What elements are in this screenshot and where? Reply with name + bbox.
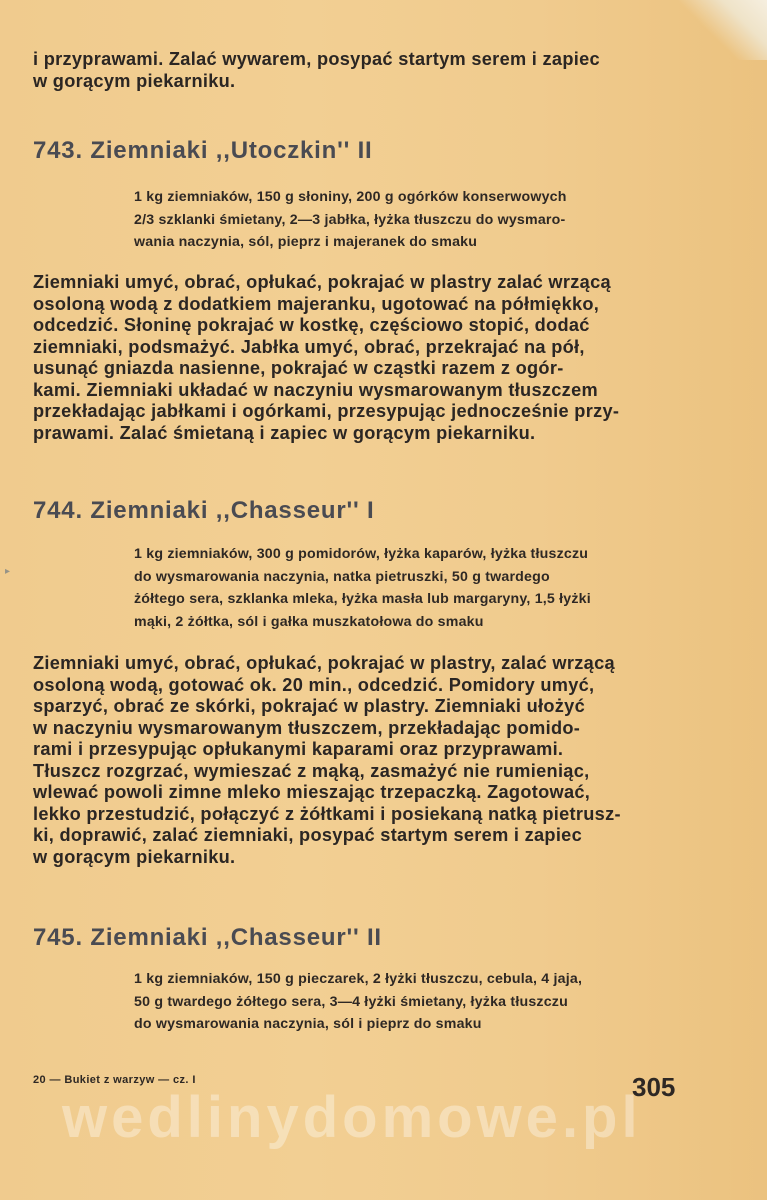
recipe-743-instructions bbox=[33, 272, 681, 444]
text-line: osoloną wodą z dodatkiem majeranku, ugotować na półmiękko, bbox=[33, 293, 600, 314]
text-line: 50 g twardego żółtego sera, 3—4 łyżki śmietany, łyżka tłuszczu bbox=[134, 993, 568, 1010]
text-line: rami i przesypując opłukanymi kaparami oraz przyprawami. bbox=[33, 739, 564, 759]
text-line: ziemniaki, podsmażyć. Jabłka umyć, obrać, przekrajać na pół, bbox=[33, 336, 585, 357]
text-line: kami. Ziemniaki układać w naczyniu wysmarowanym tłuszczem bbox=[33, 379, 598, 400]
text-line: mąki, 2 żółtka, sól i gałka muszkatołowa do smaku bbox=[134, 613, 484, 630]
text-line: 1 kg ziemniaków, 150 g słoniny, 200 g ogórków konserwowych bbox=[134, 189, 567, 205]
text-line: wlewać powoli zimne mleko mieszając trzepaczką. Zagotować, bbox=[33, 782, 591, 802]
recipe-744-ingredients bbox=[134, 543, 680, 633]
folded-corner bbox=[677, 0, 767, 60]
recipe-745-title: 745. Ziemniaki ,,Chasseur'' II bbox=[33, 924, 382, 951]
text-line: usunąć gniazda nasienne, pokrajać w cząstki razem z ogór- bbox=[33, 358, 564, 378]
text-line: prawami. Zalać śmietaną i zapiec w gorącym piekarniku. bbox=[33, 422, 536, 443]
recipe-745-ingredients bbox=[134, 968, 680, 1036]
recipe-744-title: 744. Ziemniaki ,,Chasseur'' I bbox=[33, 497, 375, 524]
text-line: i przyprawami. Zalać wywarem, posypać startym serem i zapiec bbox=[33, 49, 600, 69]
text-line: Ziemniaki umyć, obrać, opłukać, pokrajać w plastry zalać wrzącą bbox=[33, 272, 611, 292]
text-line: do wysmarowania naczynia, sól i pieprz do smaku bbox=[134, 1016, 482, 1032]
text-line: żółtego sera, szklanka mleka, łyżka masła lub margaryny, 1,5 łyżki bbox=[134, 591, 591, 607]
text-line: w gorącym piekarniku. bbox=[33, 846, 236, 867]
text-line: 1 kg ziemniaków, 150 g pieczarek, 2 łyżki tłuszczu, cebula, 4 jaja, bbox=[134, 971, 583, 987]
printer-signature: 20 — Bukiet z warzyw — cz. I bbox=[33, 1074, 196, 1086]
page-number: 305 bbox=[632, 1072, 676, 1102]
recipe-743-title: 743. Ziemniaki ,,Utoczkin'' II bbox=[33, 137, 373, 164]
recipe-744-instructions bbox=[33, 653, 681, 868]
text-line: w naczyniu wysmarowanym tłuszczem, przekładając pomido- bbox=[33, 717, 581, 738]
intro-paragraph bbox=[33, 49, 681, 92]
text-line: osoloną wodą, gotować ok. 20 min., odcedzić. Pomidory umyć, bbox=[33, 674, 595, 695]
watermark: wedlinydomowe.pl bbox=[62, 1085, 642, 1150]
margin-mark: ▸ bbox=[5, 566, 11, 577]
text-line: Ziemniaki umyć, obrać, opłukać, pokrajać w plastry, zalać wrzącą bbox=[33, 653, 615, 673]
text-line: w gorącym piekarniku. bbox=[33, 70, 236, 91]
text-line: do wysmarowania naczynia, natka pietruszki, 50 g twardego bbox=[134, 568, 550, 585]
recipe-743-ingredients bbox=[134, 186, 680, 254]
text-line: sparzyć, obrać ze skórki, pokrajać w plastry. Ziemniaki ułożyć bbox=[33, 696, 585, 716]
text-line: wania naczynia, sól, pieprz i majeranek do smaku bbox=[134, 234, 478, 250]
text-line: 1 kg ziemniaków, 300 g pomidorów, łyżka kaparów, łyżka tłuszczu bbox=[134, 546, 589, 562]
text-line: Tłuszcz rozgrzać, wymieszać z mąką, zasmażyć nie rumieniąc, bbox=[33, 760, 590, 781]
text-line: lekko przestudzić, połączyć z żółtkami i posiekaną natką pietrusz- bbox=[33, 803, 621, 824]
text-line: odcedzić. Słoninę pokrajać w kostkę, częściowo stopić, dodać bbox=[33, 315, 590, 335]
text-line: ki, doprawić, zalać ziemniaki, posypać startym serem i zapiec bbox=[33, 825, 583, 845]
text-line: przekładając jabłkami i ogórkami, przesypując jednocześnie przy- bbox=[33, 401, 620, 421]
text-line: 2/3 szklanki śmietany, 2—3 jabłka, łyżka tłuszczu do wysmaro- bbox=[134, 211, 566, 228]
